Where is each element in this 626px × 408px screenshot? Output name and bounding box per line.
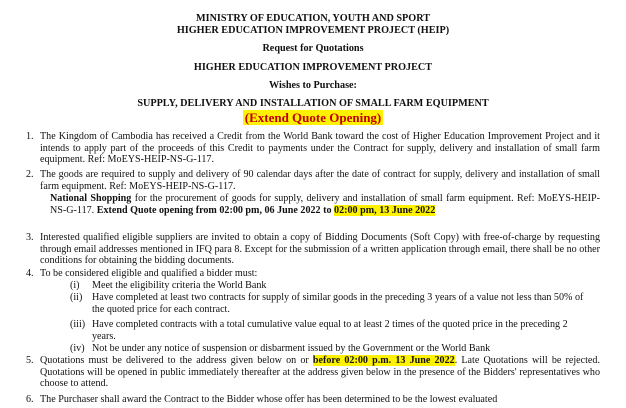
wishes-heading: Wishes to Purchase: — [269, 80, 357, 91]
sub-item: (iii) Have completed contracts with a total cumulative value equal to at least 2 times of the quoted price in the preceding 2 years. — [70, 319, 568, 342]
project-heading-top: HIGHER EDUCATION IMPROVEMENT PROJECT (HEIP) — [176, 25, 450, 36]
sub-item: (ii) Have completed at least two contracts for supply of similar goods in the preceding 3 years of a value not less than 50% of the quoted price for each contract. — [70, 292, 584, 315]
list-item: 1. The Kingdom of Cambodia has received a Credit from the World Bank toward the cost of Higher Education Improvement Project and it intends to apply part of the proceeds of this Credit to payments under the Contract for supply, delivery and installation of small farm equipment. Ref: MoEYS-HEIP-NS-G-117. — [26, 131, 600, 166]
extend-heading-row — [0, 110, 626, 126]
ministry-heading: MINISTRY OF EDUCATION, YOUTH AND SPORT — [196, 13, 430, 24]
project-heading: HIGHER EDUCATION IMPROVEMENT PROJECT — [193, 62, 433, 73]
list-item: 4. To be considered eligible and qualified a bidder must: — [26, 268, 258, 279]
sub-item: (i) Meet the eligibility criteria the World Bank — [70, 280, 267, 291]
rfq-heading: Request for Quotations — [262, 43, 364, 54]
sub-item: (iv) Not be under any notice of suspension or disbarment issued by the Government or the World Bank — [70, 343, 491, 354]
list-item: 2. The goods are required to supply and delivery of 90 calendar days after the date of contract for supply, delivery and installation of small farm equipment. Ref: MoEYS-HEIP-NS-G-117. — [26, 169, 600, 192]
list-item: 3. Interested qualified eligible suppliers are invited to obtain a copy of Bidding Documents (Soft Copy) with free-of-charge by requesting through email addresses mentioned in IFQ para 8. Except for the submission of a written application through email, there shall be no other conditions for obtaining the bidding documents. — [26, 232, 600, 267]
title-heading: SUPPLY, DELIVERY AND INSTALLATION OF SMALL FARM EQUIPMENT — [137, 98, 489, 109]
list-item: 5. Quotations must be delivered to the address given below on or before 02:00 p.m. 13 June 2022. Late Quotations will be rejected. Quotations will be opened in public immediately thereafter at the address given below in the presence of the Bidders' representatives who choose to attend. — [26, 355, 600, 390]
national-shopping-paragraph: National Shopping for the procurement of goods for supply, delivery and installation of small farm equipment. Ref: MoEYS-HEIP-NS-G-117. Extend Quote opening from 02:00 pm, 06 June 2022 to 02:00 pm, 13 June 2022 — [50, 193, 600, 216]
extend-quote-label: (Extend Quote Opening) — [244, 110, 382, 125]
list-item: 6. The Purchaser shall award the Contract to the Bidder whose offer has been determined to be the lowest evaluated — [26, 394, 498, 405]
